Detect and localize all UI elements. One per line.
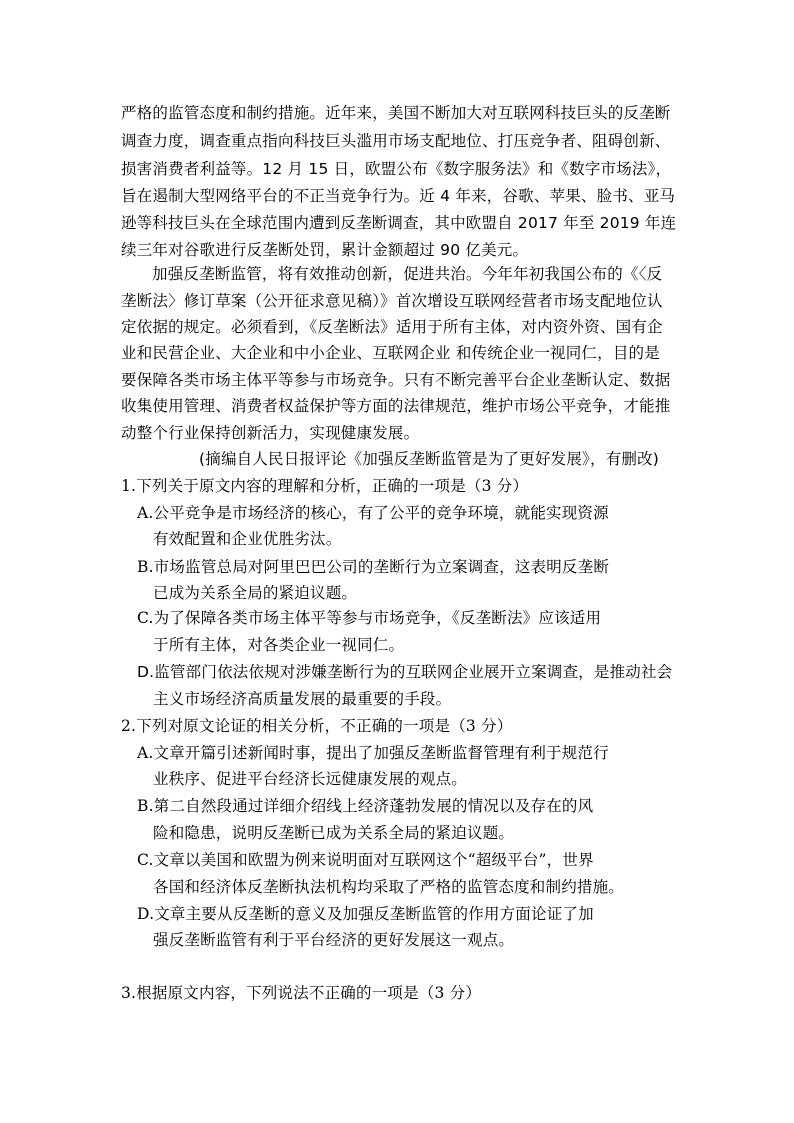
- question-1-option-b-cont: 已成为关系全局的紧迫议题。: [153, 584, 358, 602]
- question-1-option-d-cont: 主义市场经济高质量发展的最重要的手段。: [153, 690, 452, 708]
- question-2-option-d: D.文章主要从反垄断的意义及加强反垄断监管的作用方面论证了加: [137, 905, 594, 923]
- passage-line: 要保障各类市场主体平等参与市场竞争。只有不断完善平台企业垄断认定、数据: [121, 371, 671, 389]
- question-2-option-b: B.第二自然段通过详细介绍线上经济蓬勃发展的情况以及存在的风: [137, 797, 594, 815]
- question-2-option-c: C.文章以美国和欧盟为例来说明面对互联网这个“超级平台”，世界: [137, 851, 594, 869]
- question-2-stem: 2.下列对原文论证的相关分析，不正确的一项是（3 分）: [121, 717, 513, 735]
- passage-line: 定依据的规定。必须看到，《反垄断法》适用于所有主体，对内资外资、国有企: [121, 318, 663, 336]
- question-1-option-b: B.市场监管总局对阿里巴巴公司的垄断行为立案调查，这表明反垄断: [137, 558, 610, 576]
- source-citation: (摘编自人民日报评论《加强反垄断监管是为了更好发展》，有删改): [199, 450, 660, 468]
- passage-line: 损害消费者利益等。12 月 15 日，欧盟公布《数字服务法》和《数字市场法》，: [121, 160, 672, 178]
- passage-line: 逊等科技巨头在全球范围内遭到反垄断调查，其中欧盟自 2017 年至 2019 年连: [121, 214, 677, 232]
- passage-line: 业和民营企业、大企业和中小企业、互联网企业 和传统企业一视同仁，目的是: [121, 344, 660, 362]
- passage-line: 续三年对谷歌进行反垄断处罚，累计金额超过 90 亿美元。: [121, 241, 529, 259]
- question-2-option-d-cont: 强反垄断监管有利于平台经济的更好发展这一观点。: [153, 931, 515, 949]
- passage-line: 动整个行业保持创新活力，实现健康发展。: [121, 424, 420, 442]
- question-1-option-c-cont: 于所有主体，对各类企业一视同仁。: [153, 636, 405, 654]
- question-2-option-c-cont: 各国和经济体反垄断执法机构均采取了严格的监管态度和制约措施。: [153, 878, 625, 896]
- question-2-option-b-cont: 险和隐患，说明反垄断已成为关系全局的紧迫议题。: [153, 824, 515, 842]
- question-1-option-d: D.监管部门依法依规对涉嫌垄断行为的互联网企业展开立案调查，是推动社会: [137, 663, 673, 681]
- passage-line: 加强反垄断监管，将有效推动创新，促进共治。今年年初我国公布的《〈反: [152, 265, 663, 283]
- passage-line: 调查力度，调查重点指向科技巨头滥用市场支配地位、打压竞争者、阻碍创新、: [121, 132, 671, 150]
- question-1-option-c: C.为了保障各类市场主体平等参与市场竞争，《反垄断法》应该适用: [137, 609, 602, 627]
- question-3-stem: 3.根据原文内容，下列说法不正确的一项是（3 分）: [121, 984, 482, 1002]
- passage-line: 严格的监管态度和制约措施。近年来，美国不断加大对互联网科技巨头的反垄断: [121, 104, 671, 122]
- question-1-option-a: A.公平竞争是市场经济的核心，有了公平的竞争环境，就能实现资源: [137, 504, 609, 522]
- question-1-option-a-cont: 有效配置和企业优胜劣汰。: [153, 530, 342, 548]
- question-2-option-a-cont: 业秩序、促进平台经济长远健康发展的观点。: [153, 770, 468, 788]
- passage-line: 收集使用管理、消费者权益保护等方面的法律规范，维护市场公平竞争，才能推: [121, 397, 671, 415]
- passage-line: 垄断法〉修订草案（公开征求意见稿）》首次增设互联网经营者市场支配地位认: [121, 292, 663, 310]
- question-1-stem: 1.下列关于原文内容的理解和分析，正确的一项是（3 分）: [121, 477, 529, 495]
- passage-line: 旨在遏制大型网络平台的不正当竞争行为。近 4 年来，谷歌、苹果、脸书、亚马: [121, 187, 676, 205]
- question-2-option-a: A.文章开篇引述新闻时事，提出了加强反垄断监督管理有利于规范行: [137, 744, 609, 762]
